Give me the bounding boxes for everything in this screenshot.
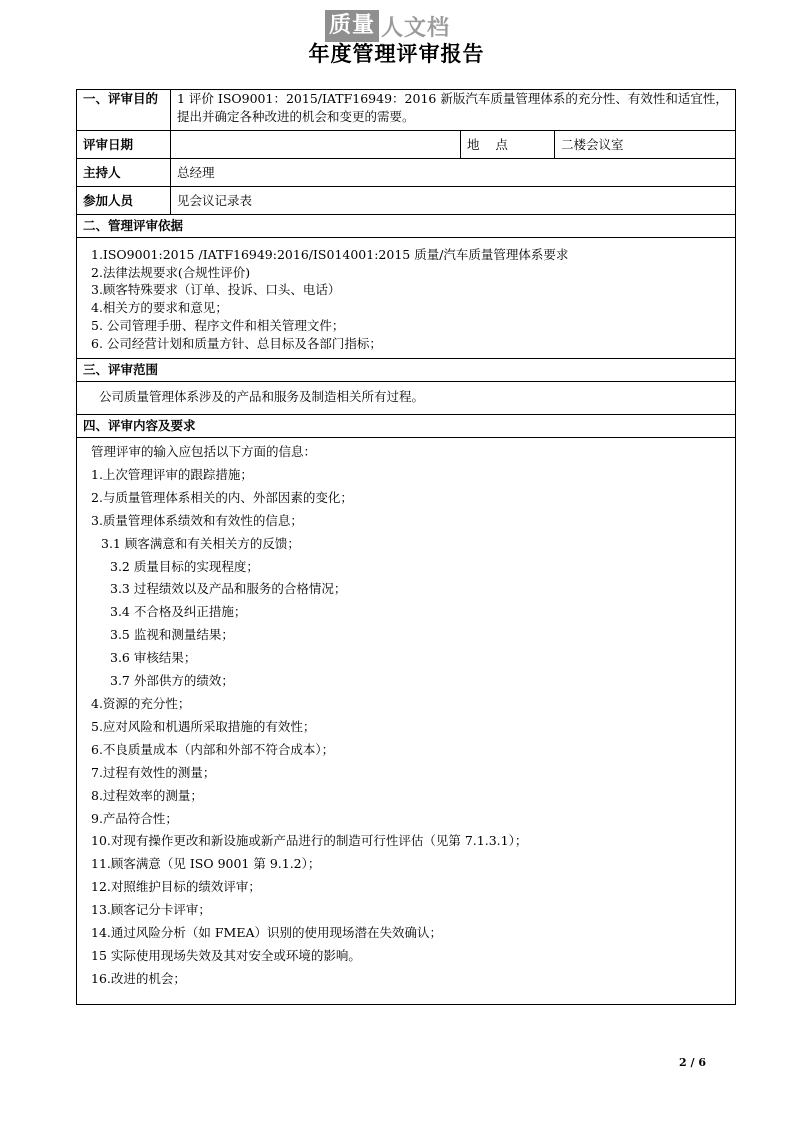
content-item: 5.应对风险和机遇所采取措施的有效性； (91, 718, 316, 734)
content-item: 13.顾客记分卡评审； (91, 902, 211, 918)
content-item: 3.2 质量目标的实现程度； (110, 558, 259, 574)
basis-list (91, 246, 729, 352)
page-number: 2 / 6 (679, 1056, 706, 1069)
content-item: 15 实际使用现场失效及其对安全或环境的影响。 (91, 947, 361, 963)
content-item: 8.过程效率的测量； (91, 787, 203, 803)
content-item: 14.通过风险分析（如 FMEA）识别的使用现场潜在失效确认； (91, 925, 442, 941)
section3-body-row (77, 382, 736, 415)
content-item: 2.与质量管理体系相关的内、外部因素的变化； (91, 489, 353, 505)
purpose-label: 一、评审目的 (77, 90, 171, 131)
location-label: 地 点 (461, 131, 555, 159)
page-title: 年度管理评审报告 (308, 42, 485, 66)
content-item: 1.上次管理评审的跟踪措施； (91, 466, 253, 482)
content-item: 3.质量管理体系绩效和有效性的信息； (91, 512, 303, 528)
host-label: 主持人 (77, 159, 171, 187)
review-report-table (76, 89, 736, 1005)
content-list (91, 441, 729, 991)
section3-text: 公司质量管理体系涉及的产品和服务及制造相关所有过程。 (77, 382, 736, 415)
content-items (91, 464, 729, 991)
location-value: 二楼会议室 (555, 131, 736, 159)
content-item: 3.4 不合格及纠正措施； (110, 604, 247, 620)
content-item: 7.过程有效性的测量； (91, 764, 216, 780)
content-item: 3.7 外部供方的绩效； (110, 673, 234, 689)
basis-item: 6. 公司经营计划和质量方针、总目标及各部门指标； (91, 335, 382, 351)
section4-body-row (77, 438, 736, 1005)
section3-header-row (77, 359, 736, 382)
host-value: 总经理 (171, 159, 736, 187)
content-item: 16.改进的机会； (91, 970, 186, 986)
host-row (77, 159, 736, 187)
section2-body (77, 238, 736, 359)
content-item: 6.不良质量成本（内部和外部不符合成本）； (91, 741, 335, 757)
section4-header-row (77, 415, 736, 438)
date-row (77, 131, 736, 159)
content-item: 3.6 审核结果； (110, 650, 197, 666)
attendees-row (77, 187, 736, 215)
attendees-label: 参加人员 (77, 187, 171, 215)
content-intro: 管理评审的输入应包括以下方面的信息： (91, 444, 317, 459)
content-item: 4.资源的充分性； (91, 695, 191, 711)
basis-item: 4.相关方的要求和意见； (91, 300, 228, 316)
date-value (171, 131, 461, 159)
content-item: 3.1 顾客满意和有关相关方的反馈； (101, 535, 300, 551)
section2-body-row (77, 238, 736, 359)
content-item: 10.对现有操作更改和新设施或新产品进行的制造可行性评估（见第 7.1.3.1）； (91, 833, 528, 849)
basis-item: 2.法律法规要求(合规性评价) (91, 264, 251, 280)
purpose-row (77, 90, 736, 131)
section4-title: 四、评审内容及要求 (77, 415, 736, 438)
section3-title: 三、评审范围 (77, 359, 736, 382)
section2-title: 二、管理评审依据 (77, 215, 736, 238)
basis-item: 5. 公司管理手册、程序文件和相关管理文件； (91, 317, 345, 333)
content-item: 12.对照维护目标的绩效评审； (91, 879, 261, 895)
basis-item: 3.顾客特殊要求（订单、投诉、口头、电话） (91, 282, 341, 298)
attendees-value: 见会议记录表 (171, 187, 736, 215)
content-item: 3.3 过程绩效以及产品和服务的合格情况； (110, 581, 347, 597)
section4-body (77, 438, 736, 1005)
content-item: 9.产品符合性； (91, 810, 178, 826)
section2-header-row (77, 215, 736, 238)
watermark-box: 质量 (325, 10, 379, 42)
date-label: 评审日期 (77, 131, 171, 159)
content-item: 11.顾客满意（见 ISO 9001 第 9.1.2）； (91, 856, 321, 872)
purpose-text: 1 评价 ISO9001：2015/IATF16949：2016 新版汽车质量管理体系的充分性、有效性和适宜性，提出并确定各种改进的机会和变更的需要。 (171, 90, 736, 131)
content-item: 3.5 监视和测量结果； (110, 627, 234, 643)
watermark-text: 人文档 (381, 15, 451, 41)
basis-item: 1.ISO9001:2015 /IATF16949:2016/IS014001:2015 质量/汽车质量管理体系要求 (91, 247, 569, 262)
